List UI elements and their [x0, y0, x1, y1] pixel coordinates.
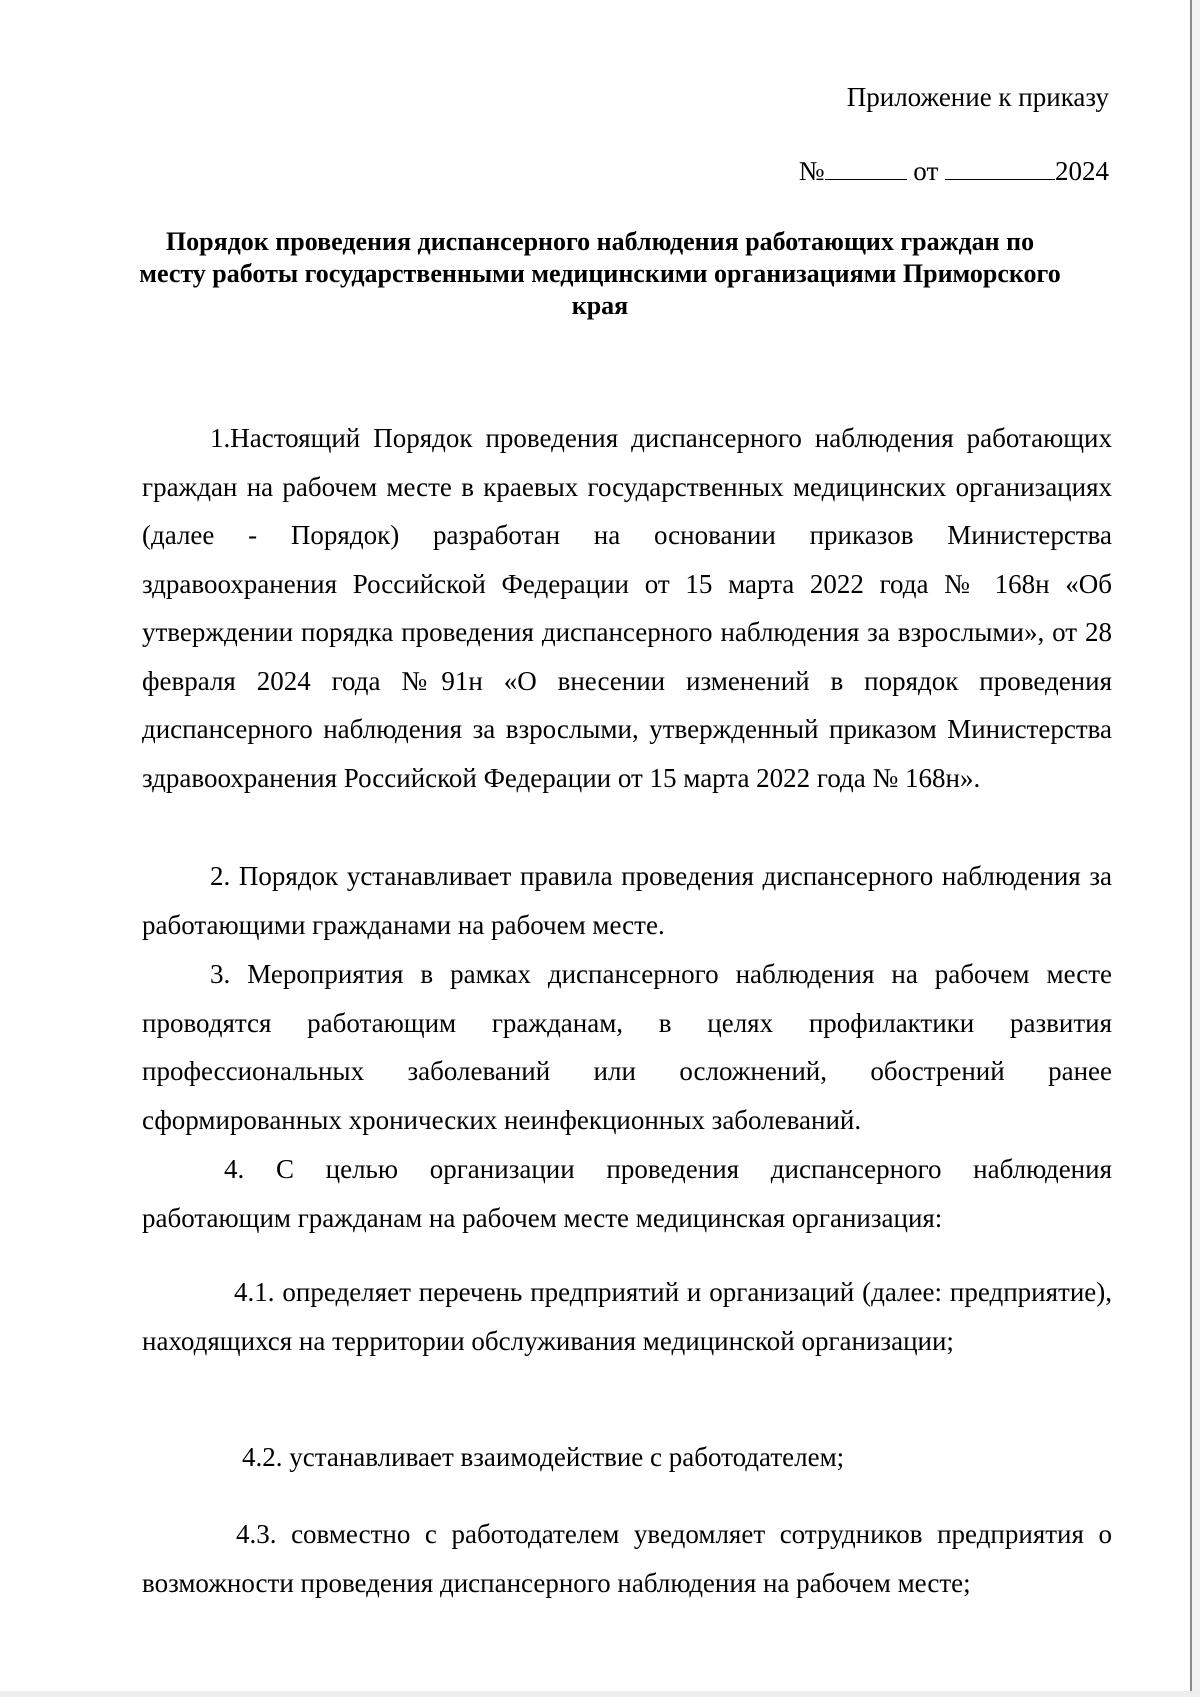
page-bottom-edge: [0, 1691, 1200, 1697]
date-blank: [945, 155, 1055, 180]
order-number-line: [799, 154, 1109, 188]
page-edge-shadow: [1192, 0, 1200, 1697]
paragraph-4-3: 4.3. совместно с работодателем уведомляет сотрудников предприятия о возможности проведения диспансерного наблюдения на рабочем месте;: [142, 1519, 1112, 1598]
date-prefix: от: [913, 156, 939, 186]
number-blank: [825, 155, 907, 180]
paragraph-4-1: 4.1. определяет перечень предприятий и организаций (далее: предприятие), находящихся на территории обслуживания медицинской организации;: [142, 1277, 1112, 1356]
appendix-header: Приложение к приказу: [846, 82, 1109, 112]
order-year: 2024: [1055, 156, 1109, 186]
number-sign: №: [798, 156, 825, 186]
paragraph-4: 4. С целью организации проведения диспансерного наблюдения работающим гражданам на рабочем месте медицинская организация:: [142, 1154, 1112, 1233]
paragraph-1: 1.Настоящий Порядок проведения диспансерного наблюдения работающих граждан на рабочем месте в краевых государственных медицинских организациях (далее - Порядок) разработан на основании приказов Министерства здравоохранения Российской Федерации от 15 марта 2022 года № 168н «Об утверждении порядка проведения диспансерного наблюдения за взрослыми», от 28 февраля 2024 года №91н «О внесении изменений в порядок проведения диспансерного наблюдения за взрослыми, утвержденный приказом Министерства здравоохранения Российской Федерации от 15 марта 2022 года № 168н».: [142, 423, 1112, 793]
document-title: Порядок проведения диспансерного наблюдения работающих граждан по месту работы государственными медицинскими организациями Приморского края: [139, 227, 1061, 320]
paragraph-4-2: 4.2. устанавливает взаимодействие с работодателем;: [242, 1442, 845, 1472]
paragraph-2: 2. Порядок устанавливает правила проведения диспансерного наблюдения за работающими гражданами на рабочем месте.: [142, 861, 1112, 940]
page-edge-line: [1190, 0, 1192, 1697]
paragraph-3: 3. Мероприятия в рамках диспансерного наблюдения на рабочем месте проводятся работающим гражданам, в целях профилактики развития профессиональных заболеваний или осложнений, обострений ранее сформированных хронических неинфекционных заболеваний.: [142, 959, 1112, 1135]
